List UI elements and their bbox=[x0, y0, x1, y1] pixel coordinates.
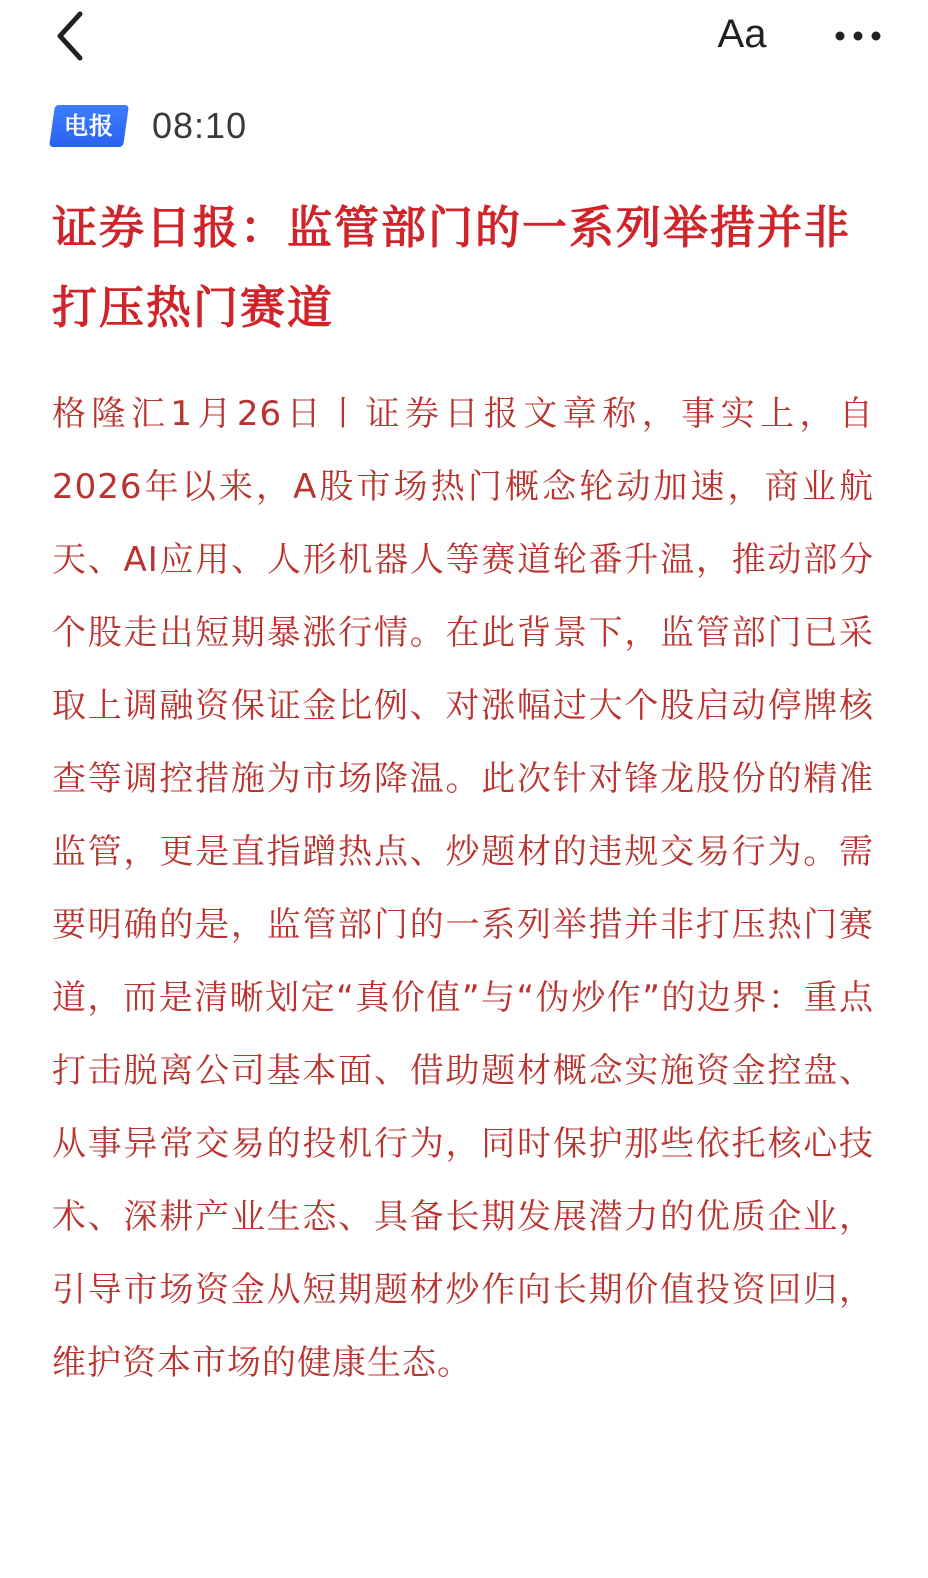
category-tag-label: 电报 bbox=[64, 112, 114, 140]
font-size-label: Aa bbox=[717, 11, 767, 56]
category-tag bbox=[49, 105, 129, 147]
article-meta bbox=[52, 100, 247, 152]
publish-time: 08:10 bbox=[152, 105, 248, 146]
article-title: 证券日报：监管部门的一系列举措并非打压热门赛道 bbox=[52, 201, 852, 334]
article-body: 格隆汇1月26日丨证券日报文章称，事实上，自2026年以来，A股市场热门概念轮动加速，商业航天、AI应用、人形机器人等赛道轮番升温，推动部分个股走出短期暴涨行情。在此背景下，监管部门已采取上调融资保证金比例、对涨幅过大个股启动停牌核查等调控措施为市场降温。此次针对锋龙股份的精准监管，更是直指蹭热点、炒题材的违规交易行为。需要明确的是，监管部门的一系列举措并非打压热门赛道，而是清晰划定“真价值”与“伪炒作”的边界：重点打击脱离公司基本面、借助题材概念实施资金控盘、从事异常交易的投机行为，同时保护那些依托核心技术、深耕产业生态、具备长期发展潜力的优质企业，引导市场资金从短期题材炒作向长期价值投资回归，维护资本市场的健康生态。 bbox=[52, 394, 874, 1383]
more-horizontal-icon bbox=[818, 6, 898, 62]
back-button[interactable] bbox=[40, 4, 100, 64]
top-navigation-bar bbox=[0, 0, 928, 80]
font-size-button[interactable] bbox=[700, 6, 784, 62]
chevron-left-icon bbox=[40, 4, 100, 64]
more-button[interactable] bbox=[818, 6, 898, 62]
